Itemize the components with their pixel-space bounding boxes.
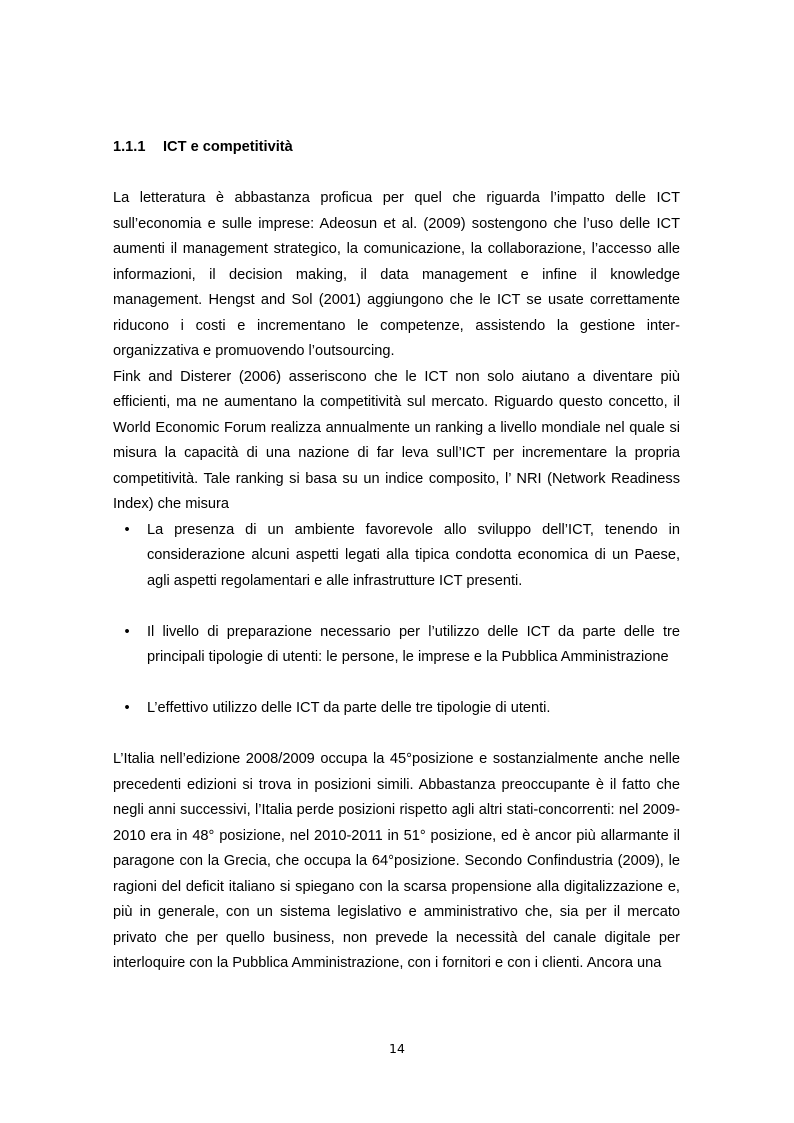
section-title: ICT e competitività [163,139,293,155]
paragraph-fink-disterer: Fink and Disterer (2006) asseriscono che le ICT non solo aiutano a diventare più efficienti, ma ne aumentano la competitività sul mercato. Riguardo questo concetto, il World Economic Forum realizza annualmente un ranking a livello mondiale nel quale si misura la capacità di una nazione di far leva sull’ICT per incrementare la propria competitività. Tale ranking si basa su un indice composito, l’ NRI (Network Readiness Index) che misura [113,368,680,512]
list-item-text: La presenza di un ambiente favorevole allo sviluppo dell’ICT, tenendo in considerazione alcuni aspetti legati alla tipica condotta economica di un Paese, agli aspetti regolamentari e alle infrastrutture ICT presenti. [147,521,680,589]
body-text [113,186,680,977]
paragraph-italia-ranking: L’Italia nell’edizione 2008/2009 occupa la 45°posizione e sostanzialmente anche nelle precedenti edizioni si trova in posizioni simili. Abbastanza preoccupante è il fatto che negli anni successivi, l’Italia perde posizioni rispetto agli altri stati-concorrenti: nel 2009-2010 era in 48° posizione, nel 2010-2011 in 51° posizione, ed è ancor più allarmante il paragone con la Grecia, che occupa la 64°posizione. Secondo Confindustria (2009), le ragioni del deficit italiano si spiegano con la scarsa propensione alla digitalizzazione e, più in generale, con un sistema legislativo e amministrativo che, sia per il mercato privato che per quello business, non prevede la necessità del canale digitale per interloquire con la Pubblica Amministrazione, con i fornitori e con i clienti. Ancora una [113,751,680,971]
nri-criteria-list [113,518,680,722]
bullet-icon: • [124,623,130,640]
page-number: 14 [389,1041,405,1056]
paragraph-intro: La letteratura è abbastanza proficua per quel che riguarda l’impatto delle ICT sull’economia e sulle imprese: Adeosun et al. (2009) sostengono che l’uso delle ICT aumenti il management strategico, la comunicazione, la collaborazione, l’accesso alle informazioni, il decision making, il data management e infine il knowledge management. Hengst and Sol (2001) aggiungono che le ICT se usate correttamente riducono i costi e incrementano le competenze, assistendo la gestione inter-organizzativa e promuovendo l’outsourcing. [113,190,680,359]
paragraph-spacer [113,722,680,748]
list-item [113,518,680,595]
list-item-text: L’effettivo utilizzo delle ICT da parte delle tre tipologie di utenti. [147,700,551,716]
section-heading [113,137,293,157]
bullet-icon: • [124,700,130,716]
list-item-text: Il livello di preparazione necessario per l’utilizzo delle ICT da parte delle tre principali tipologie di utenti: le persone, le imprese e la Pubblica Amministrazione [147,623,680,665]
list-item [113,696,680,722]
bullet-icon: • [124,521,130,538]
list-item [113,620,680,671]
section-number: 1.1.1 [113,139,146,155]
